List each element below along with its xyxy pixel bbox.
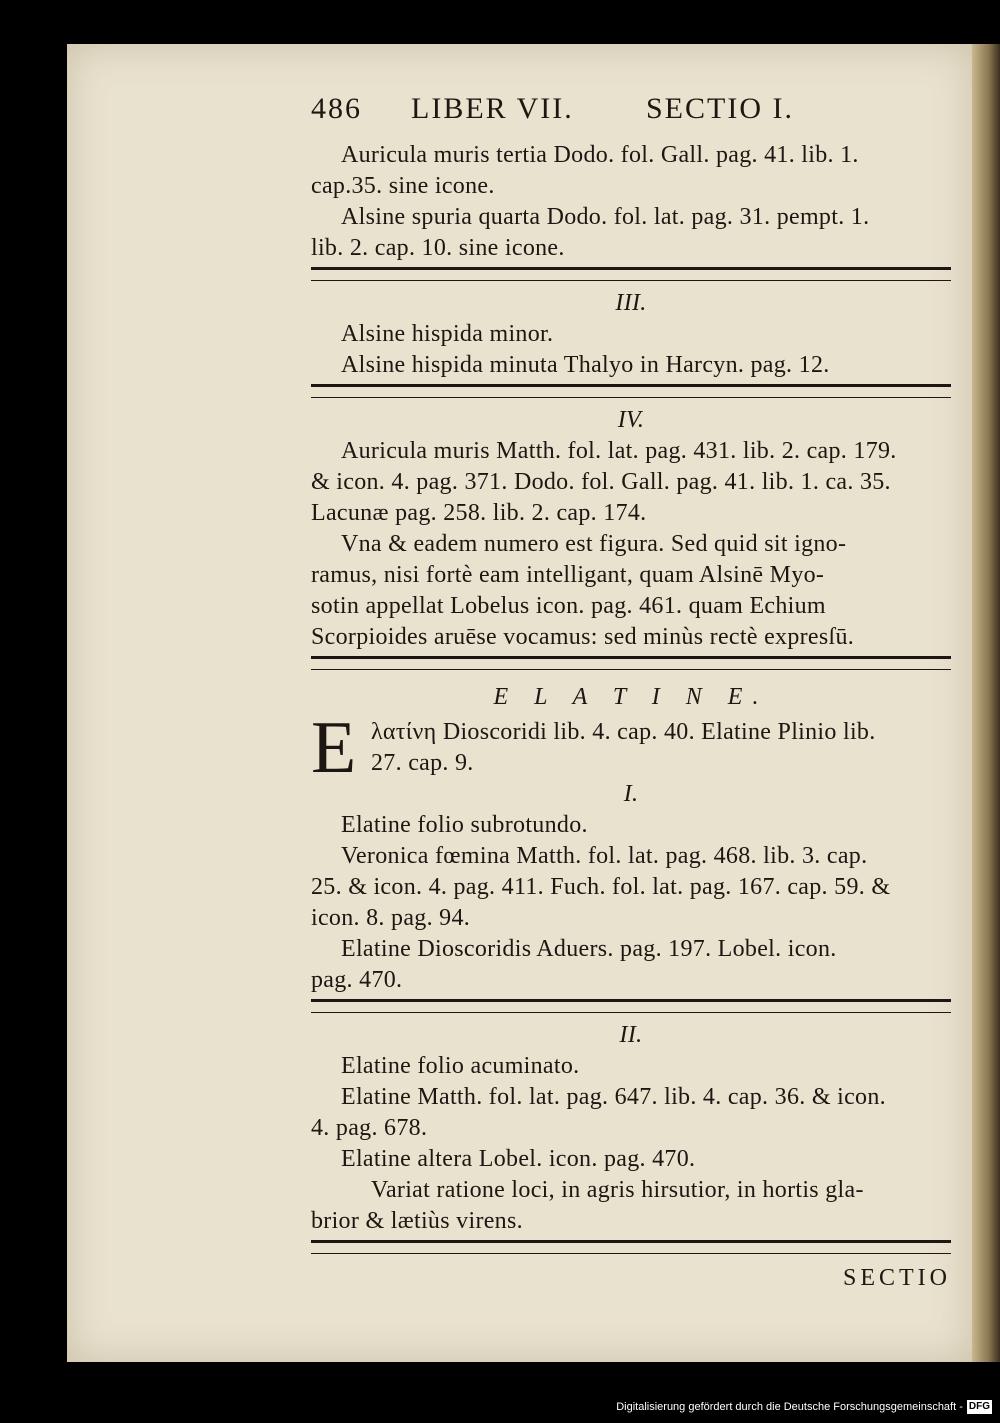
text-line: Alsine spuria quarta Dodo. fol. lat. pag. 31. pempt. 1.	[341, 204, 870, 230]
text-line: cap.35. sine icone.	[311, 173, 495, 199]
divider-rule	[311, 1240, 951, 1254]
text-line: λατίνη Dioscoridi lib. 4. cap. 40. Elatine Plinio lib.	[371, 719, 876, 745]
page-number: 486	[311, 92, 362, 125]
text-line: Auricula muris tertia Dodo. fol. Gall. pag. 41. lib. 1.	[341, 142, 859, 168]
dfg-logo: DFG	[968, 1401, 990, 1412]
header-sectio: SECTIO I.	[646, 92, 794, 125]
digitization-credit	[616, 1399, 992, 1415]
text-line: lib. 2. cap. 10. sine icone.	[311, 235, 565, 261]
text-line: Alsine hispida minuta Thalyo in Harcyn. pag. 12.	[341, 352, 830, 378]
page-text	[311, 92, 951, 1295]
divider-rule	[311, 656, 951, 670]
divider-rule	[311, 267, 951, 281]
footer-text: Digitalisierung gefördert durch die Deutsche Forschungsgemeinschaft -	[616, 1401, 963, 1413]
text-line: pag. 470.	[311, 967, 403, 993]
text-line: Veronica fœmina Matth. fol. lat. pag. 468. lib. 3. cap.	[341, 843, 868, 869]
text-line: Variat ratione loci, in agris hirsutior, in hortis gla-	[371, 1177, 864, 1203]
text-line: Elatine Dioscoridis Aduers. pag. 197. Lobel. icon.	[341, 936, 837, 962]
elatine-intro	[311, 707, 951, 789]
text-line: Elatine folio acuminato.	[341, 1053, 580, 1079]
text-line: Auricula muris Matth. fol. lat. pag. 431. lib. 2. cap. 179.	[341, 438, 897, 464]
text-line: Elatine altera Lobel. icon. pag. 470.	[341, 1146, 696, 1172]
text-line: brior & lætiùs virens.	[311, 1208, 523, 1234]
section-heading-iii: III.	[615, 290, 647, 316]
section-title-elatine: E L A T I N E.	[493, 684, 769, 710]
page-edge	[972, 44, 1000, 1362]
text-line: ramus, nisi fortè eam intelligant, quam Alsinē Myo-	[311, 562, 825, 588]
text-line: & icon. 4. pag. 371. Dodo. fol. Gall. pag. 41. lib. 1. ca. 35.	[311, 469, 891, 495]
divider-rule	[311, 999, 951, 1013]
text-line: 4. pag. 678.	[311, 1115, 428, 1141]
running-header	[311, 92, 951, 140]
section-heading-iv: IV.	[617, 407, 645, 433]
text-line: 27. cap. 9.	[371, 750, 474, 776]
header-liber: LIBER VII.	[411, 92, 574, 125]
text-line: Elatine Matth. fol. lat. pag. 647. lib. 4. cap. 36. & icon.	[341, 1084, 886, 1110]
text-line: Elatine folio subrotundo.	[341, 812, 588, 838]
text-line: icon. 8. pag. 94.	[311, 905, 471, 931]
section-heading-ii: II.	[619, 1022, 643, 1048]
text-line: Alsine hispida minor.	[341, 321, 554, 347]
text-line: Vna & eadem numero est figura. Sed quid sit igno-	[341, 531, 847, 557]
drop-cap: E	[311, 707, 357, 789]
catchword: SECTIO	[843, 1265, 951, 1291]
section-heading-i: I.	[623, 781, 639, 807]
text-line: sotin appellat Lobelus icon. pag. 461. quam Echium	[311, 593, 826, 619]
divider-rule	[311, 384, 951, 398]
text-line: 25. & icon. 4. pag. 411. Fuch. fol. lat. pag. 167. cap. 59. &	[311, 874, 891, 900]
text-line: Lacunæ pag. 258. lib. 2. cap. 174.	[311, 500, 647, 526]
text-line: Scorpioides aruēse vocamus: sed minùs rectè expresſū.	[311, 624, 855, 650]
